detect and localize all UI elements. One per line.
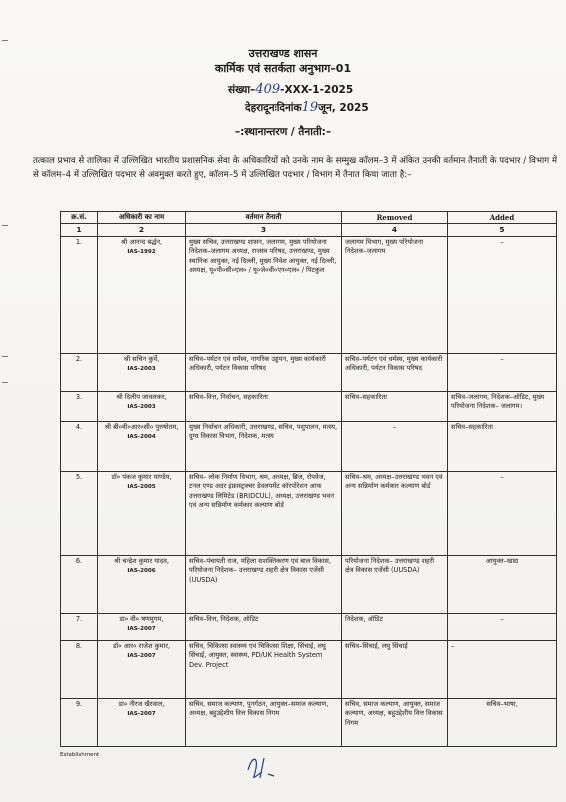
transfer-table: [60, 211, 557, 747]
officer-name: [98, 555, 186, 613]
removed-posting: सचिव–सिंचाई, लघु सिंचाई: [342, 640, 448, 698]
current-posting: सचिव, समाज कल्याण, पुनर्गठन, आयुक्त–समाज कल्याण, अध्यक्ष, बहुउद्देशीय वित्त विकास निगम: [186, 698, 342, 746]
order-number-handwritten: 409: [255, 82, 281, 97]
added-posting: सचिव–जलागम, निदेशक–ऑडिट, मुख्य परियोजना निदेशक– जलागम।: [448, 391, 557, 421]
officer-batch: IAS-2007: [127, 626, 156, 633]
officer-name: [98, 353, 186, 391]
order-date: [245, 100, 369, 115]
order-date-prefix: देहरादूनःदिनांक: [245, 102, 302, 114]
officer-batch: IAS-2004: [127, 434, 156, 441]
removed-posting: निदेशक, ऑडिट: [342, 613, 448, 640]
current-posting: मुख्य निर्वाचन अधिकारी, उत्तराखण्ड, सचिव, पशुपालन, मत्स्य, दुग्ध विकास विभाग, निदेशक, मत्स्य: [186, 421, 342, 471]
row-sn: 6.: [61, 555, 98, 613]
officer-name: [98, 236, 186, 353]
officer-name-text: श्री आनन्द बर्द्धन,: [120, 237, 163, 246]
order-number-prefix: संख्या–: [228, 84, 256, 96]
order-date-handwritten: 19: [301, 100, 319, 115]
row-sn: 9.: [61, 698, 98, 746]
table-row: [61, 613, 557, 640]
current-posting: सचिव–वित्त, निदेशक, ऑडिट: [186, 613, 342, 640]
row-sn: 2.: [61, 353, 98, 391]
officer-name: [98, 471, 186, 555]
current-posting: सचिव–वित्त, निर्वाचन, सहकारिता: [186, 391, 342, 421]
removed-posting: जलागम विभाग, मुख्य परियोजना निदेशक–जलागम: [342, 236, 448, 353]
added-posting: –: [448, 471, 557, 555]
officer-name: [98, 391, 186, 421]
officer-batch: IAS-2003: [127, 404, 156, 411]
col-number: 3: [186, 224, 342, 236]
added-posting: –: [448, 640, 557, 698]
margin-mark: [2, 225, 8, 226]
current-posting: सचिव–पंचायती राज, महिला सशक्तिकरण एवं बाल विकास, परियोजना निदेशक– उत्तराखण्ड शहरी क्षेत्र विकास एजेंसी (UUSDA): [186, 555, 342, 613]
govt-title: उत्तराखण्ड शासन: [248, 47, 318, 60]
officer-name-text: डॉ० पंकज कुमार पाण्डेय,: [111, 472, 172, 481]
current-posting: सचिव, चिकित्सा स्वास्थ्य एवं चिकित्सा शिक्षा, सिंचाई, लघु सिंचाई, आयुक्त, स्वास्थ्य, PD/UK Health System Dev. Project: [186, 640, 342, 698]
added-posting: सचिव–सहकारिता: [448, 421, 557, 471]
row-sn: 3.: [61, 391, 98, 421]
removed-posting: सचिव, समाज कल्याण, आयुक्त, समाज कल्याण, अध्यक्ष, बहुउद्देशीय वित्त विकास निगम: [342, 698, 448, 746]
col-number: 4: [342, 224, 448, 236]
removed-posting: परियोजना निदेशक– उत्तराखण्ड शहरी क्षेत्र विकास एजेंसी (UUSDA): [342, 555, 448, 613]
officer-name-text: श्री सचिन कुर्वे,: [123, 354, 160, 363]
added-posting: आयुक्त–खाद्य: [448, 555, 557, 613]
officer-name: [98, 421, 186, 471]
section-title: कार्मिक एवं सतर्कता अनुभाग–01: [214, 62, 352, 75]
row-sn: 7.: [61, 613, 98, 640]
officer-name-text: श्री बी०वी०आर०सी० पुरुषोतम,: [104, 422, 179, 431]
table-row: [61, 471, 557, 555]
officer-name-text: श्री चन्द्रेश कुमार यादव,: [113, 556, 170, 565]
row-sn: 8.: [61, 640, 98, 698]
added-posting: –: [448, 236, 557, 353]
col-header-current: वर्तमान तैनाती: [186, 212, 342, 224]
officer-batch: IAS-2006: [127, 568, 156, 575]
table-row: [61, 236, 557, 353]
subject-line: –:स्थानान्तरण / तैनाती:–: [234, 126, 332, 138]
officer-name-text: श्री दिलीप जावलकर,: [116, 392, 167, 401]
table-row: [61, 391, 557, 421]
row-sn: 4.: [61, 421, 98, 471]
signature-mark: [240, 750, 300, 782]
col-number: 2: [98, 224, 186, 236]
table-row: [61, 421, 557, 471]
order-date-suffix: जून, 2025: [318, 102, 369, 114]
current-posting: मुख्य सचिव, उत्तराखण्ड शासन, जलागम, मुख्य परियोजना निदेशक–जलागम अध्यक्ष, राजस्व परिषद, उत्तराखण्ड, मुख्य स्थानिक आयुक्त, नई दिल्ली, मुख्य निवेश आयुक्त, नई दिल्ली, अध्यक्ष, यू०पी०सी०एल० / यू०जे०वी०एन०एल० / पिटकुल: [186, 236, 342, 353]
current-posting: सचिव– लोक निर्माण विभाग, श्रम, अध्यक्ष, ब्रिज, रोपवेज, टनल एण्ड अदर इंफ्रास्ट्रक्चर डेवलपमेंट कॉरपोरेशन आफ उत्तराखण्ड लिमिटेड (BRIDCUL), अध्यक्ष, उत्तराखण्ड भवन एवं अन्य सन्निर्माण कर्मकार कल्याण बोर्ड: [186, 471, 342, 555]
row-sn: 1.: [61, 236, 98, 353]
removed-posting: सचिव–सहकारिता: [342, 391, 448, 421]
column-number-row: [61, 224, 557, 236]
officer-batch: IAS-2005: [127, 484, 156, 491]
establishment-label: Establishment: [60, 752, 100, 758]
removed-posting: सचिव–श्रम, अध्यक्ष–उत्तराखण्ड भवन एवं अन्य सन्निर्माण कर्मकार कल्याण बोर्ड: [342, 471, 448, 555]
officer-batch: IAS-2007: [127, 711, 156, 718]
officer-batch: IAS-2003: [127, 366, 156, 373]
col-number: 1: [61, 224, 98, 236]
current-posting: सचिव–पर्यटन एवं धर्मस्व, नागरिक उड्डयन, मुख्य कार्यकारी अधिकारी, पर्यटन विकास परिषद: [186, 353, 342, 391]
officer-name: [98, 698, 186, 746]
order-number-suffix: -XXX-1-2025: [280, 84, 354, 96]
added-posting: –: [448, 353, 557, 391]
col-header-name: अधिकारी का नाम: [98, 212, 186, 224]
officer-name: [98, 640, 186, 698]
table-row: [61, 640, 557, 698]
col-number: 5: [448, 224, 557, 236]
order-paragraph: तत्काल प्रभाव से तालिका में उल्लिखित भारतीय प्रशासनिक सेवा के अधिकारियों को उनके नाम के सम्मुख कॉलम–3 में अंकित उनकी वर्तमान तैनाती के पदभार / विभाग में से कॉलम–4 में उल्लिखित पदभार से अवमुक्त करते हुए, कॉलम–5 में उल्लिखित पदभार / विभाग में तैनात किया जाता है:–: [33, 156, 557, 180]
officer-name: [98, 613, 186, 640]
added-posting: –: [448, 613, 557, 640]
table-row: [61, 698, 557, 746]
col-header-removed: Removed: [342, 212, 448, 224]
margin-mark: [2, 40, 8, 41]
officer-batch: IAS-2007: [127, 653, 156, 660]
order-number: [228, 82, 353, 97]
col-header-sn: क्र.सं.: [61, 212, 98, 224]
table-row: [61, 353, 557, 391]
officer-batch: IAS-1992: [127, 249, 156, 256]
margin-mark: [2, 356, 8, 357]
col-header-added: Added: [448, 212, 557, 224]
removed-posting: सचिव–पर्यटन एवं धर्मस्व, मुख्य कार्यकारी अधिकारी, पर्यटन विकास परिषद: [342, 353, 448, 391]
row-sn: 5.: [61, 471, 98, 555]
officer-name-text: डा० वी० षणमुगम,: [119, 614, 164, 623]
table-header-row: [61, 212, 557, 224]
officer-name-text: डॉ० आर० राजेश कुमार,: [112, 641, 171, 650]
removed-posting: –: [342, 421, 448, 471]
margin-mark: [2, 382, 8, 383]
table-row: [61, 555, 557, 613]
officer-name-text: डा० नीरज खैरवाल,: [118, 699, 165, 708]
added-posting: सचिव–भाषा,: [448, 698, 557, 746]
